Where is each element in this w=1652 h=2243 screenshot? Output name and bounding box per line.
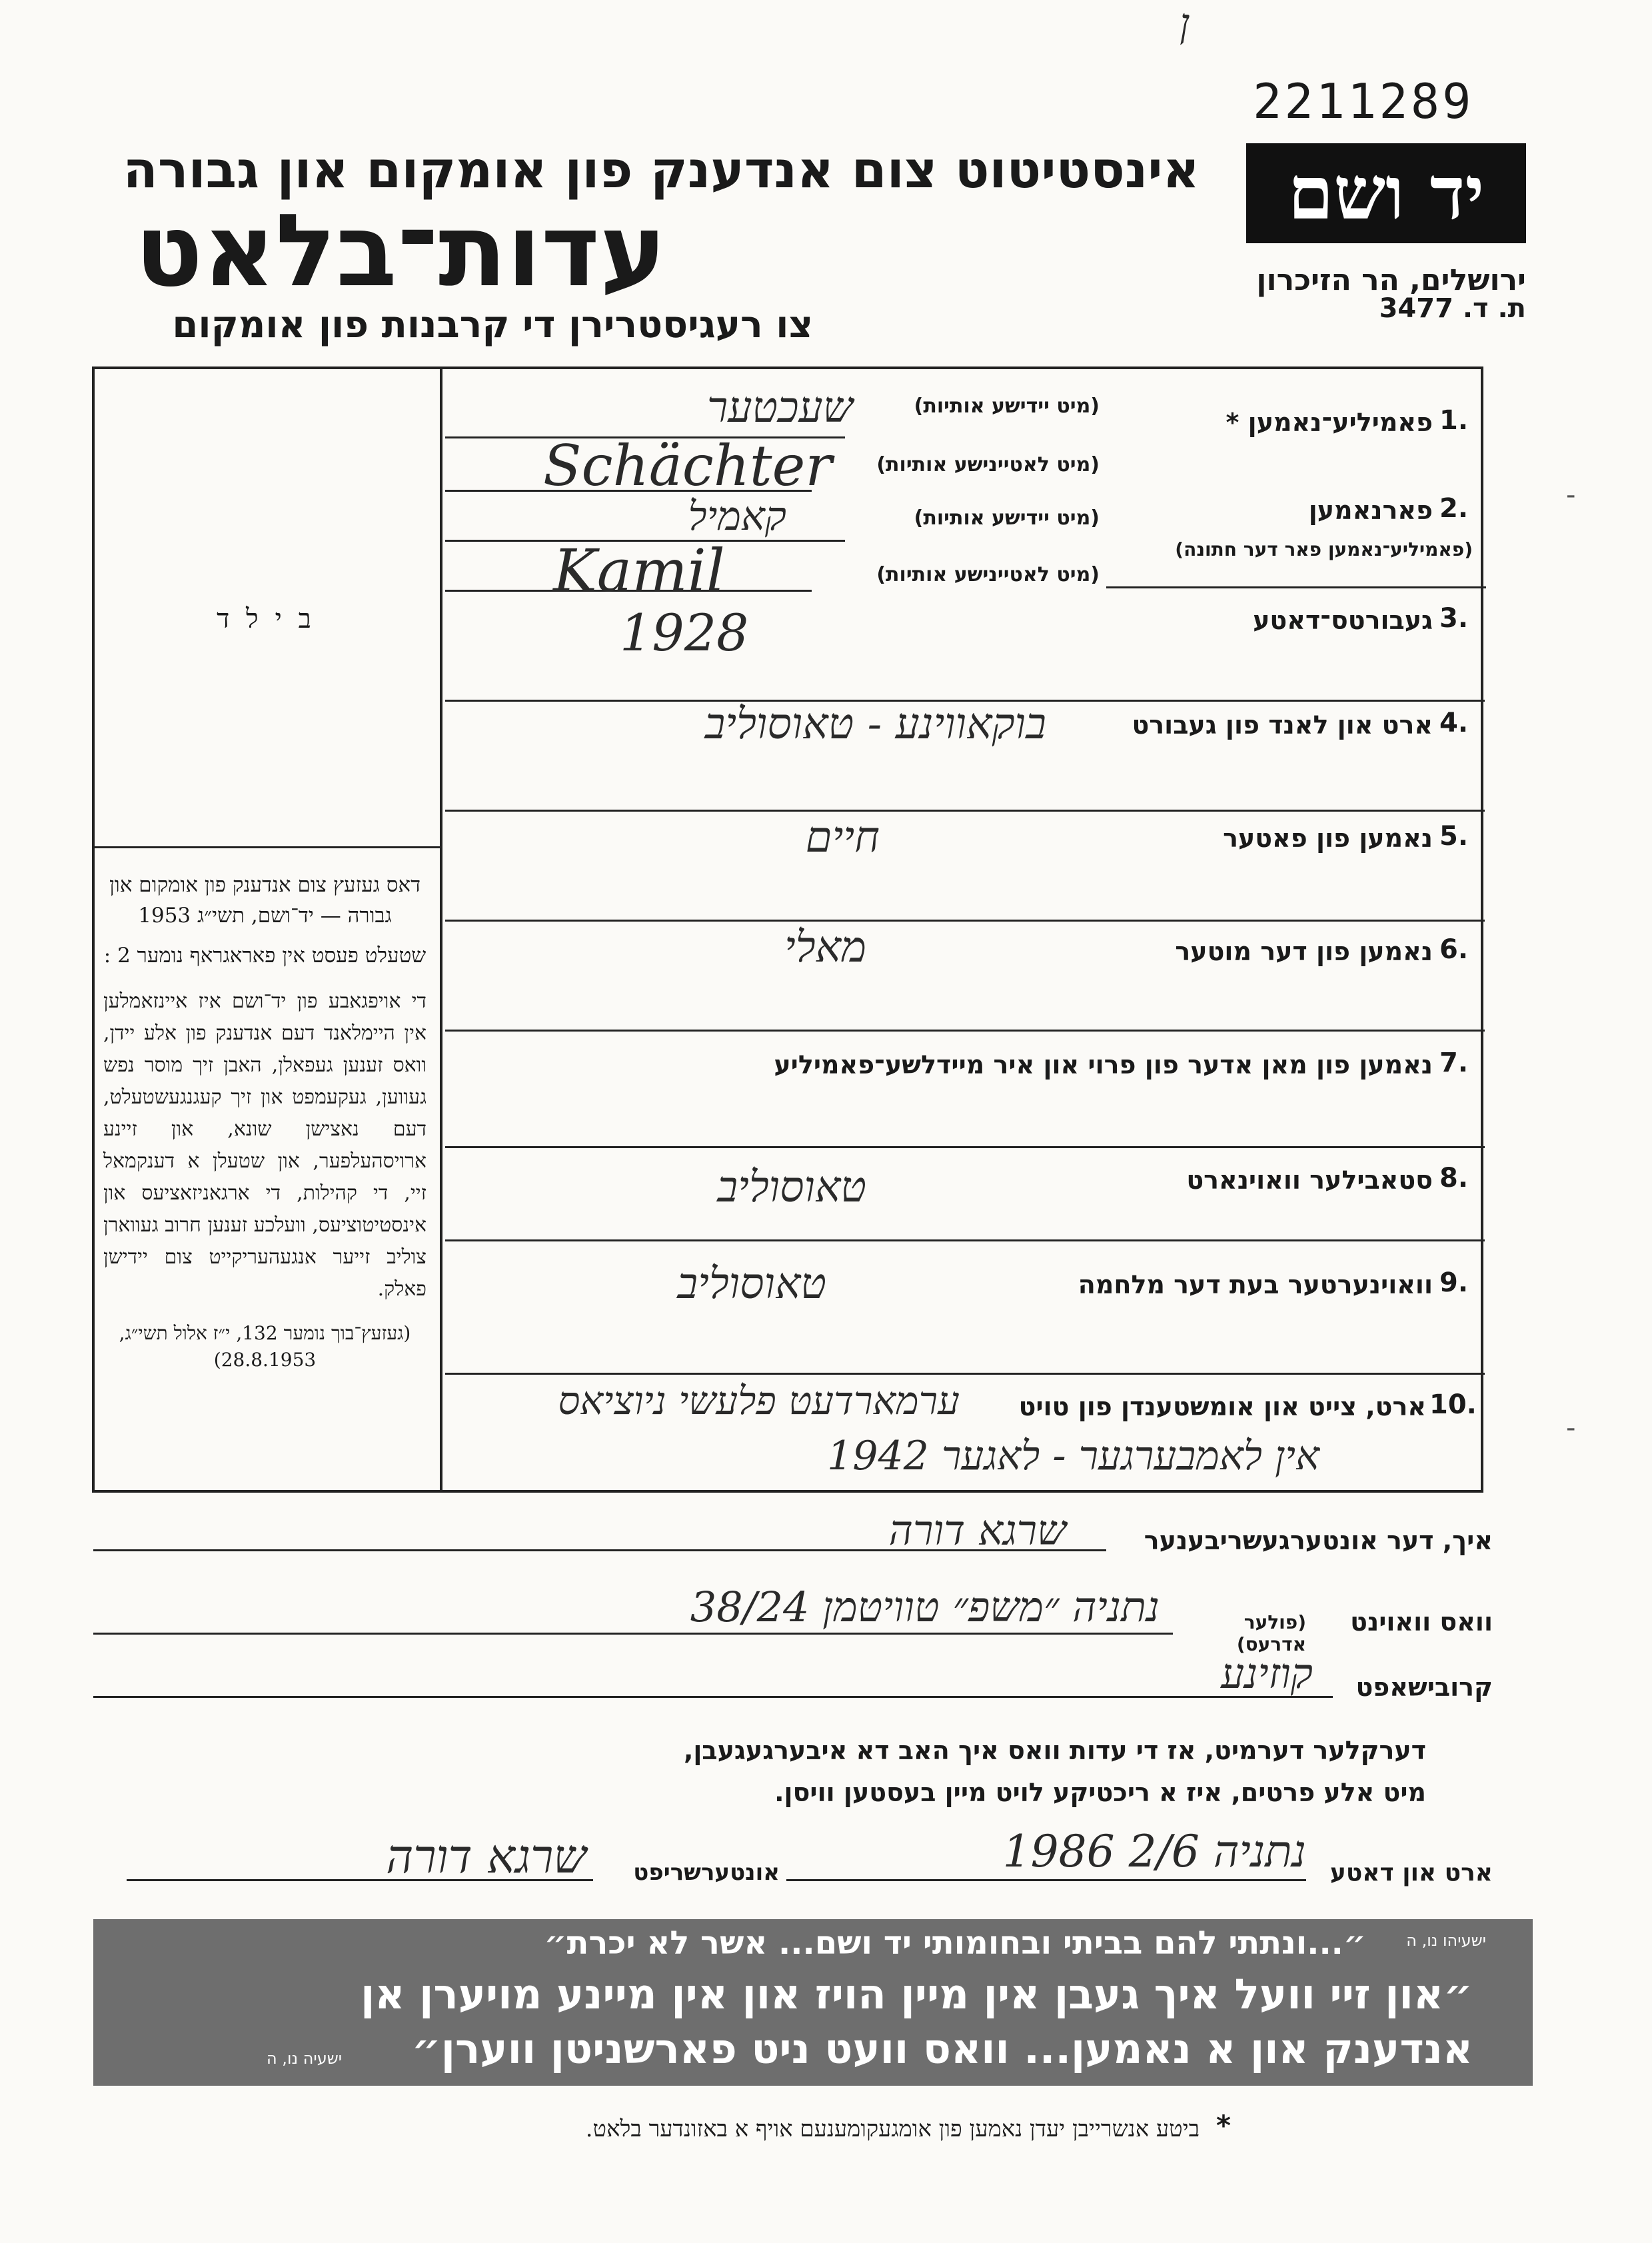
banner-ref-2: ישעיה נו, ה (267, 2049, 343, 2068)
law-note-para-4: (געזעץ־בוך נומער 132, י״ז אלול תשי״ג, 28.8.1953) (119, 1322, 411, 1371)
photo-column-divider (440, 367, 442, 1493)
photo-box-bottom (92, 846, 442, 848)
margin-mark-1: - (1566, 480, 1576, 510)
photo-box-label: ב י ל ד (217, 604, 315, 634)
signature-value: שרגא דורה (386, 1829, 586, 1884)
submitter-name-label: איך, דער אונטערגעשריבענער (1144, 1526, 1493, 1555)
submitter-address-note: (פולער אדרעס) (1236, 1611, 1306, 1655)
signature-label: אונטערשריפט (633, 1859, 780, 1886)
field-4-value: בוקאווינע - טאוסוליב (704, 700, 1046, 749)
date-underline (786, 1879, 1306, 1881)
banner-line-1: ״...ונתתי להם בביתי ובחומותי יד ושם... אשר לא יכרת״ (544, 1924, 1366, 1962)
field-5-number: 5. (1439, 821, 1469, 852)
field-2-sublabel-latin: (מיט לאטיינישע אותיות) (876, 563, 1100, 586)
field-10-value-line-1: ערמארדעט פלעשי ניוציאס (558, 1378, 960, 1423)
form-number: 2211289 (1253, 73, 1474, 129)
field-2-number: 2. (1439, 493, 1469, 524)
field-9-label: וואוינערטער בעת דער מלחמה (1078, 1270, 1433, 1299)
field-2-separator (1106, 586, 1486, 588)
field-10-value-line-2: אין לאמבערגער - לאגער 1942 (827, 1433, 1319, 1479)
field-5-label: נאמען פון פאטער (1223, 824, 1433, 853)
institute-line: אינסטיטוט צום אנדענק פון אומקום און גבורה (123, 140, 1200, 199)
field-1-value-yiddish: שעכטער (706, 383, 853, 432)
yad-vashem-logo (1246, 143, 1526, 243)
corner-mark: ן (1180, 0, 1190, 47)
law-note-para-3: די אויפגאבע פון יד־ושם איז איינזאמלען אין היימלאנד דעם אנדענק פון אלע יידן, וואס זענען געפאלן, האבן זיך מוסר נפש געווען, געקעמפט און זיך קעגנגעשטעלט, דעם נאצישן שונא, און זיינע ארויסהעלפער, און שטעלן א דענקמאל זיי, די קהילות, די ארגאניזאציעס און אינסטיטוציעס, וועלכע זענען חרוב געווארן צוליב זייער אנגעהעריקייט צום יידישן פאלק. (103, 990, 426, 1301)
field-2-label: פארנאמען (1308, 496, 1433, 525)
field-9-number: 9. (1439, 1267, 1469, 1298)
field-2-value-yiddish: קאמיל (688, 493, 786, 540)
banner-line-3: אנדענק און א נאמען... וואס וועט ניט פארשניטן ווערן״ (411, 2024, 1473, 2073)
field-9-separator (445, 1373, 1485, 1375)
footnote-text: ביטע אנשרייבן יעדן נאמען פון אומגעקומענעם אויף א באזונדער בלאט. (585, 2116, 1200, 2142)
law-note (103, 870, 426, 1373)
address-line-2: ת. ד. 3477 (1379, 293, 1526, 324)
field-10-number: 10. (1429, 1389, 1477, 1420)
field-4-number: 4. (1439, 708, 1469, 738)
margin-mark-2: - (1566, 1413, 1576, 1443)
page-title: עדות־בלאט (135, 193, 666, 309)
submitter-address-underline (93, 1633, 1173, 1635)
quote-banner (93, 1919, 1533, 2086)
field-2-sublabel-yiddish: (מיט יידישע אותיות) (914, 506, 1100, 530)
field-6-label: נאמען פון דער מוטער (1175, 937, 1433, 966)
field-3-label: געבורטס־דאטע (1253, 606, 1433, 635)
field-4-label: ארט און לאנד פון געבורט (1132, 710, 1433, 740)
date-value: נתניה 2/6 1986 (1002, 1826, 1306, 1877)
date-label: ארט און דאטע (1329, 1859, 1493, 1886)
field-5-value: חיים (805, 813, 880, 862)
field-1-number: 1. (1439, 405, 1469, 436)
declaration-line-2: מיט אלע פרטים, איז א ריכטיקע לויט מיין בעסטען וויסן. (774, 1778, 1426, 1807)
banner-line-2: ״און זיי וועל איך געבן אין מיין הויז און אין מיינע מויערן אן (361, 1970, 1473, 2018)
field-7-number: 7. (1439, 1048, 1469, 1078)
footnote-star: * (1216, 2109, 1231, 2142)
field-8-number: 8. (1439, 1163, 1469, 1193)
field-6-value: מאלי (784, 923, 866, 972)
field-9-value: טאוסוליב (677, 1259, 826, 1309)
field-7-separator (445, 1146, 1485, 1148)
declaration-line-1: דערקלער דערמיט, אז די עדות וואס איך האב דא איבערגעגעבן, (683, 1736, 1426, 1765)
field-2-value-latin: Kamil (553, 536, 725, 605)
field-6-separator (445, 1030, 1485, 1032)
law-note-para-2: שטעלט פעסט אין פאראגראף נומער 2 : (103, 944, 426, 968)
field-5-separator (445, 920, 1485, 922)
submitter-address-value: נתניה ״משפ״ טוויטמן 38/24 (690, 1583, 1160, 1631)
field-4-separator (445, 810, 1485, 812)
banner-ref-1: ישעיהו נו, ה (1406, 1931, 1486, 1950)
field-1-label: פאמיליע־נאמען * (1226, 408, 1433, 437)
field-1-sublabel-yiddish: (מיט יידישע אותיות) (914, 394, 1100, 418)
field-1-sublabel-latin: (מיט לאטיינישע אותיות) (876, 453, 1100, 476)
field-6-number: 6. (1439, 934, 1469, 965)
address-line-1: ירושלים, הר הזיכרון (1256, 263, 1526, 297)
submitter-relation-label: קרובישאפט (1355, 1673, 1493, 1702)
submitter-name-value: שרגא דורה (888, 1506, 1066, 1555)
law-note-para-1: דאס געזעץ צום אנדענק פון אומקום און גבורה — יד־ושם, תשי״ג 1953 (109, 873, 420, 928)
submitter-relation-value: קוזינע (1221, 1649, 1313, 1698)
field-3-number: 3. (1439, 603, 1469, 634)
logo-text: יד ושם (1287, 150, 1485, 236)
field-10-label: ארט, צייט און אומשטענדן פון טויט (1018, 1392, 1426, 1421)
submitter-address-label: וואס וואוינט (1350, 1607, 1493, 1637)
field-1-value-latin: Schächter (543, 433, 832, 498)
field-3-value: 1928 (620, 603, 749, 662)
field-2-note: (פאמיליע־נאמען פאר דער חתונה) (1175, 538, 1473, 560)
field-8-value: טאוסוליב (717, 1163, 866, 1212)
page-subtitle: צו רעגיסטרירן די קרבנות פון אומקום (172, 303, 813, 347)
field-7-label: נאמען פון מאן אדער פון פרוי און איר מיידלשע־פאמיליע (774, 1050, 1433, 1080)
field-8-label: סטאבילער וואוינארט (1186, 1165, 1433, 1195)
field-8-separator (445, 1239, 1485, 1241)
